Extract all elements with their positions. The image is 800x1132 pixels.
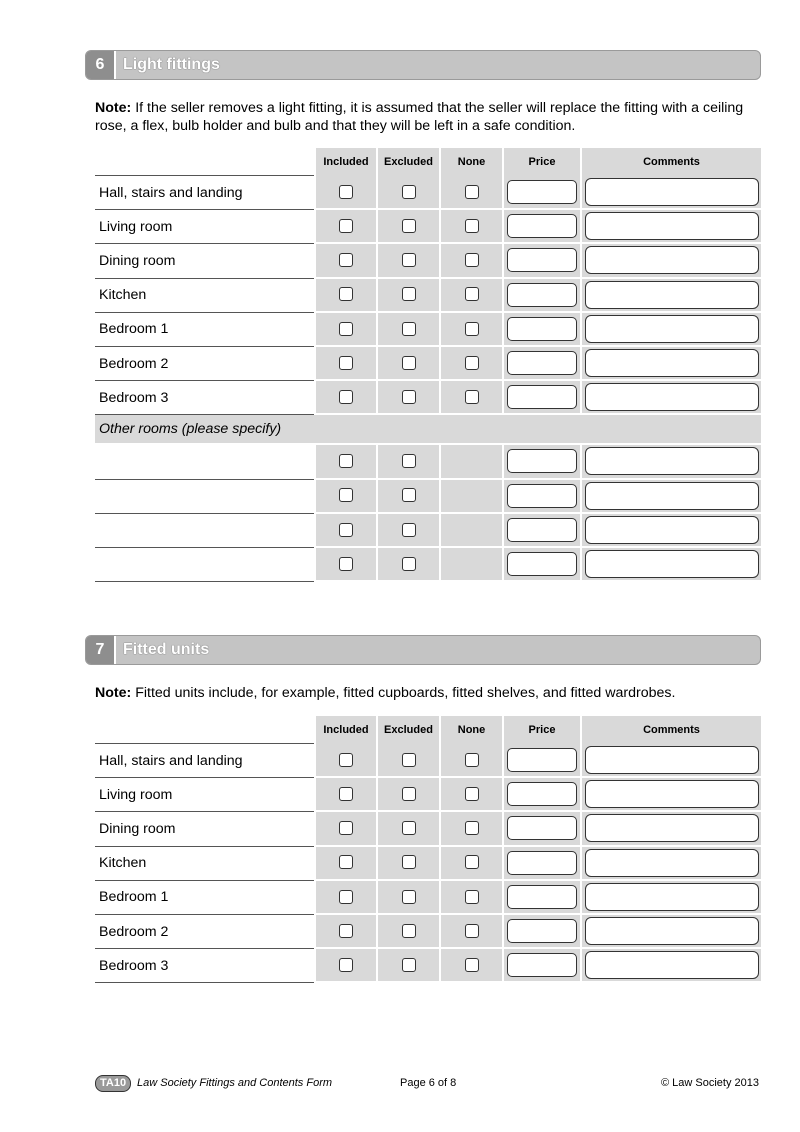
row-label: Bedroom 2 [95,915,314,949]
excluded-checkbox[interactable] [402,855,416,869]
price-cell [502,847,580,881]
comments-cell [580,881,761,915]
header-none: None [439,716,502,744]
table-row [95,480,761,514]
table-row [95,514,761,548]
excluded-checkbox[interactable] [402,454,416,468]
comments-field[interactable] [585,246,759,274]
other-rooms-label: Other rooms (please specify) [95,415,761,445]
comments-cell [580,210,761,244]
excluded-checkbox[interactable] [402,219,416,233]
excluded-checkbox[interactable] [402,557,416,571]
header-included: Included [314,148,376,176]
table-row [95,881,761,915]
excluded-checkbox[interactable] [402,356,416,370]
section-7-header [85,635,761,665]
excluded-cell [376,381,439,415]
comments-field[interactable] [585,383,759,411]
comments-field[interactable] [585,349,759,377]
none-cell [439,514,502,548]
table-row [95,347,761,381]
price-field[interactable] [507,385,577,409]
none-cell [439,347,502,381]
copyright: © Law Society 2013 [661,1077,759,1089]
none-cell [439,915,502,949]
price-cell [502,881,580,915]
included-cell [314,279,376,313]
excluded-cell [376,915,439,949]
excluded-checkbox[interactable] [402,390,416,404]
included-cell [314,915,376,949]
price-field[interactable] [507,885,577,909]
price-field[interactable] [507,283,577,307]
excluded-cell [376,445,439,479]
excluded-cell [376,514,439,548]
row-label: Bedroom 3 [95,949,314,983]
note-label: Note: [95,100,132,116]
comments-cell [580,744,761,778]
comments-field[interactable] [585,212,759,240]
price-cell [502,514,580,548]
excluded-checkbox[interactable] [402,488,416,502]
none-checkbox[interactable] [465,253,479,267]
none-checkbox[interactable] [465,787,479,801]
header-excluded: Excluded [376,716,439,744]
table-row [95,812,761,846]
table-row [95,847,761,881]
table-row [95,279,761,313]
none-cell [439,480,502,514]
comments-cell [580,279,761,313]
comments-field[interactable] [585,780,759,808]
header-row [95,148,761,176]
comments-cell [580,812,761,846]
price-cell [502,812,580,846]
none-checkbox[interactable] [465,753,479,767]
section-title: Fitted units [123,641,210,658]
excluded-checkbox[interactable] [402,924,416,938]
comments-field[interactable] [585,883,759,911]
excluded-cell [376,949,439,983]
comments-cell [580,381,761,415]
none-checkbox[interactable] [465,322,479,336]
excluded-cell [376,210,439,244]
note-text: If the seller removes a light fitting, it is assumed that the seller will replace the fitting with a ceiling rose, a flex, bulb holder and bulb and that they will be left in a safe condition. [95,100,744,134]
comments-cell [580,244,761,278]
none-cell [439,778,502,812]
excluded-cell [376,812,439,846]
included-cell [314,176,376,210]
excluded-cell [376,176,439,210]
none-cell [439,445,502,479]
none-cell [439,744,502,778]
comments-field[interactable] [585,550,759,578]
price-field[interactable] [507,214,577,238]
excluded-checkbox[interactable] [402,523,416,537]
header-blank [95,148,314,176]
comments-cell [580,949,761,983]
included-cell [314,480,376,514]
comments-field[interactable] [585,917,759,945]
table-row [95,778,761,812]
none-cell [439,381,502,415]
excluded-cell [376,778,439,812]
included-checkbox[interactable] [339,287,353,301]
row-label: Living room [95,778,314,812]
included-cell [314,514,376,548]
table-row [95,210,761,244]
none-cell [439,176,502,210]
included-cell [314,210,376,244]
none-checkbox[interactable] [465,390,479,404]
none-checkbox[interactable] [465,821,479,835]
section-6-note [95,99,775,135]
header-none: None [439,148,502,176]
price-cell [502,381,580,415]
price-cell [502,949,580,983]
table-row [95,381,761,415]
comments-field[interactable] [585,746,759,774]
table-row [95,176,761,210]
form-name: Law Society Fittings and Contents Form [137,1077,333,1089]
included-cell [314,949,376,983]
room-name-field[interactable] [95,548,314,582]
none-checkbox[interactable] [465,219,479,233]
comments-field[interactable] [585,849,759,877]
note-text: Fitted units include, for example, fitted cupboards, fitted shelves, and fitted wardrobes. [135,685,676,701]
included-checkbox[interactable] [339,523,353,537]
none-checkbox[interactable] [465,958,479,972]
table-row [95,244,761,278]
none-cell [439,881,502,915]
excluded-cell [376,548,439,582]
comments-cell [580,445,761,479]
included-checkbox[interactable] [339,924,353,938]
none-checkbox[interactable] [465,287,479,301]
price-cell [502,347,580,381]
included-cell [314,881,376,915]
price-field[interactable] [507,552,577,576]
price-field[interactable] [507,748,577,772]
none-checkbox[interactable] [465,185,479,199]
none-checkbox[interactable] [465,924,479,938]
included-cell [314,812,376,846]
included-cell [314,744,376,778]
price-cell [502,744,580,778]
row-label: Hall, stairs and landing [95,744,314,778]
none-checkbox[interactable] [465,890,479,904]
comments-cell [580,514,761,548]
price-field[interactable] [507,449,577,473]
comments-cell [580,313,761,347]
page-footer [95,1075,761,1093]
header-row [95,716,761,744]
comments-field[interactable] [585,178,759,206]
included-checkbox[interactable] [339,821,353,835]
none-cell [439,949,502,983]
price-field[interactable] [507,851,577,875]
comments-field[interactable] [585,281,759,309]
none-cell [439,210,502,244]
included-cell [314,778,376,812]
form-badge: TA10 [95,1075,131,1092]
included-checkbox[interactable] [339,753,353,767]
note-label: Note: [95,685,132,701]
header-price: Price [502,716,580,744]
price-cell [502,210,580,244]
none-checkbox[interactable] [465,855,479,869]
price-field[interactable] [507,248,577,272]
comments-cell [580,778,761,812]
row-label: Dining room [95,244,314,278]
included-checkbox[interactable] [339,322,353,336]
included-checkbox[interactable] [339,488,353,502]
table-row [95,915,761,949]
included-checkbox[interactable] [339,390,353,404]
none-cell [439,244,502,278]
excluded-cell [376,313,439,347]
section-number: 7 [86,636,116,664]
header-blank [95,716,314,744]
other-rooms-row [95,415,761,445]
excluded-checkbox[interactable] [402,753,416,767]
comments-cell [580,480,761,514]
excluded-cell [376,847,439,881]
included-checkbox[interactable] [339,185,353,199]
price-field[interactable] [507,351,577,375]
header-included: Included [314,716,376,744]
table-row [95,744,761,778]
comments-field[interactable] [585,482,759,510]
comments-cell [580,347,761,381]
excluded-checkbox[interactable] [402,890,416,904]
row-label: Hall, stairs and landing [95,176,314,210]
price-cell [502,480,580,514]
included-cell [314,347,376,381]
section-6-header [85,50,761,80]
price-cell [502,176,580,210]
excluded-checkbox[interactable] [402,787,416,801]
included-cell [314,244,376,278]
comments-field[interactable] [585,315,759,343]
excluded-checkbox[interactable] [402,322,416,336]
included-cell [314,381,376,415]
row-label: Bedroom 1 [95,881,314,915]
none-cell [439,812,502,846]
row-label: Bedroom 3 [95,381,314,415]
excluded-cell [376,347,439,381]
comments-cell [580,915,761,949]
none-cell [439,847,502,881]
price-field[interactable] [507,484,577,508]
included-checkbox[interactable] [339,356,353,370]
price-field[interactable] [507,317,577,341]
row-label: Dining room [95,812,314,846]
included-cell [314,847,376,881]
table-row [95,313,761,347]
table-row [95,548,761,582]
comments-field[interactable] [585,814,759,842]
fitted-units-table [95,716,761,983]
room-name-field[interactable] [95,445,314,479]
page-number: Page 6 of 8 [400,1077,457,1089]
price-field[interactable] [507,953,577,977]
row-label: Bedroom 2 [95,347,314,381]
none-cell [439,313,502,347]
excluded-checkbox[interactable] [402,185,416,199]
price-field[interactable] [507,816,577,840]
included-cell [314,313,376,347]
included-checkbox[interactable] [339,958,353,972]
table-row [95,445,761,479]
comments-cell [580,548,761,582]
comments-cell [580,176,761,210]
comments-field[interactable] [585,516,759,544]
none-cell [439,548,502,582]
included-checkbox[interactable] [339,855,353,869]
included-cell [314,445,376,479]
row-label: Living room [95,210,314,244]
included-checkbox[interactable] [339,219,353,233]
included-checkbox[interactable] [339,787,353,801]
none-checkbox[interactable] [465,356,479,370]
price-cell [502,548,580,582]
section-number: 6 [86,51,116,79]
comments-field[interactable] [585,951,759,979]
comments-field[interactable] [585,447,759,475]
section-7-note [95,684,775,702]
excluded-cell [376,279,439,313]
price-cell [502,445,580,479]
excluded-checkbox[interactable] [402,958,416,972]
section-title: Light fittings [123,56,220,73]
price-cell [502,244,580,278]
price-cell [502,915,580,949]
included-checkbox[interactable] [339,454,353,468]
excluded-checkbox[interactable] [402,287,416,301]
price-field[interactable] [507,782,577,806]
excluded-checkbox[interactable] [402,253,416,267]
row-label: Bedroom 1 [95,313,314,347]
excluded-cell [376,744,439,778]
row-label: Kitchen [95,279,314,313]
price-field[interactable] [507,180,577,204]
included-checkbox[interactable] [339,557,353,571]
price-cell [502,279,580,313]
excluded-cell [376,881,439,915]
table-row [95,949,761,983]
header-price: Price [502,148,580,176]
comments-cell [580,847,761,881]
row-label: Kitchen [95,847,314,881]
price-cell [502,313,580,347]
included-checkbox[interactable] [339,890,353,904]
header-comments: Comments [580,148,761,176]
excluded-cell [376,480,439,514]
excluded-checkbox[interactable] [402,821,416,835]
room-name-field[interactable] [95,514,314,548]
included-cell [314,548,376,582]
price-field[interactable] [507,518,577,542]
price-cell [502,778,580,812]
none-cell [439,279,502,313]
room-name-field[interactable] [95,480,314,514]
price-field[interactable] [507,919,577,943]
included-checkbox[interactable] [339,253,353,267]
light-fittings-table [95,148,761,582]
header-excluded: Excluded [376,148,439,176]
header-comments: Comments [580,716,761,744]
excluded-cell [376,244,439,278]
